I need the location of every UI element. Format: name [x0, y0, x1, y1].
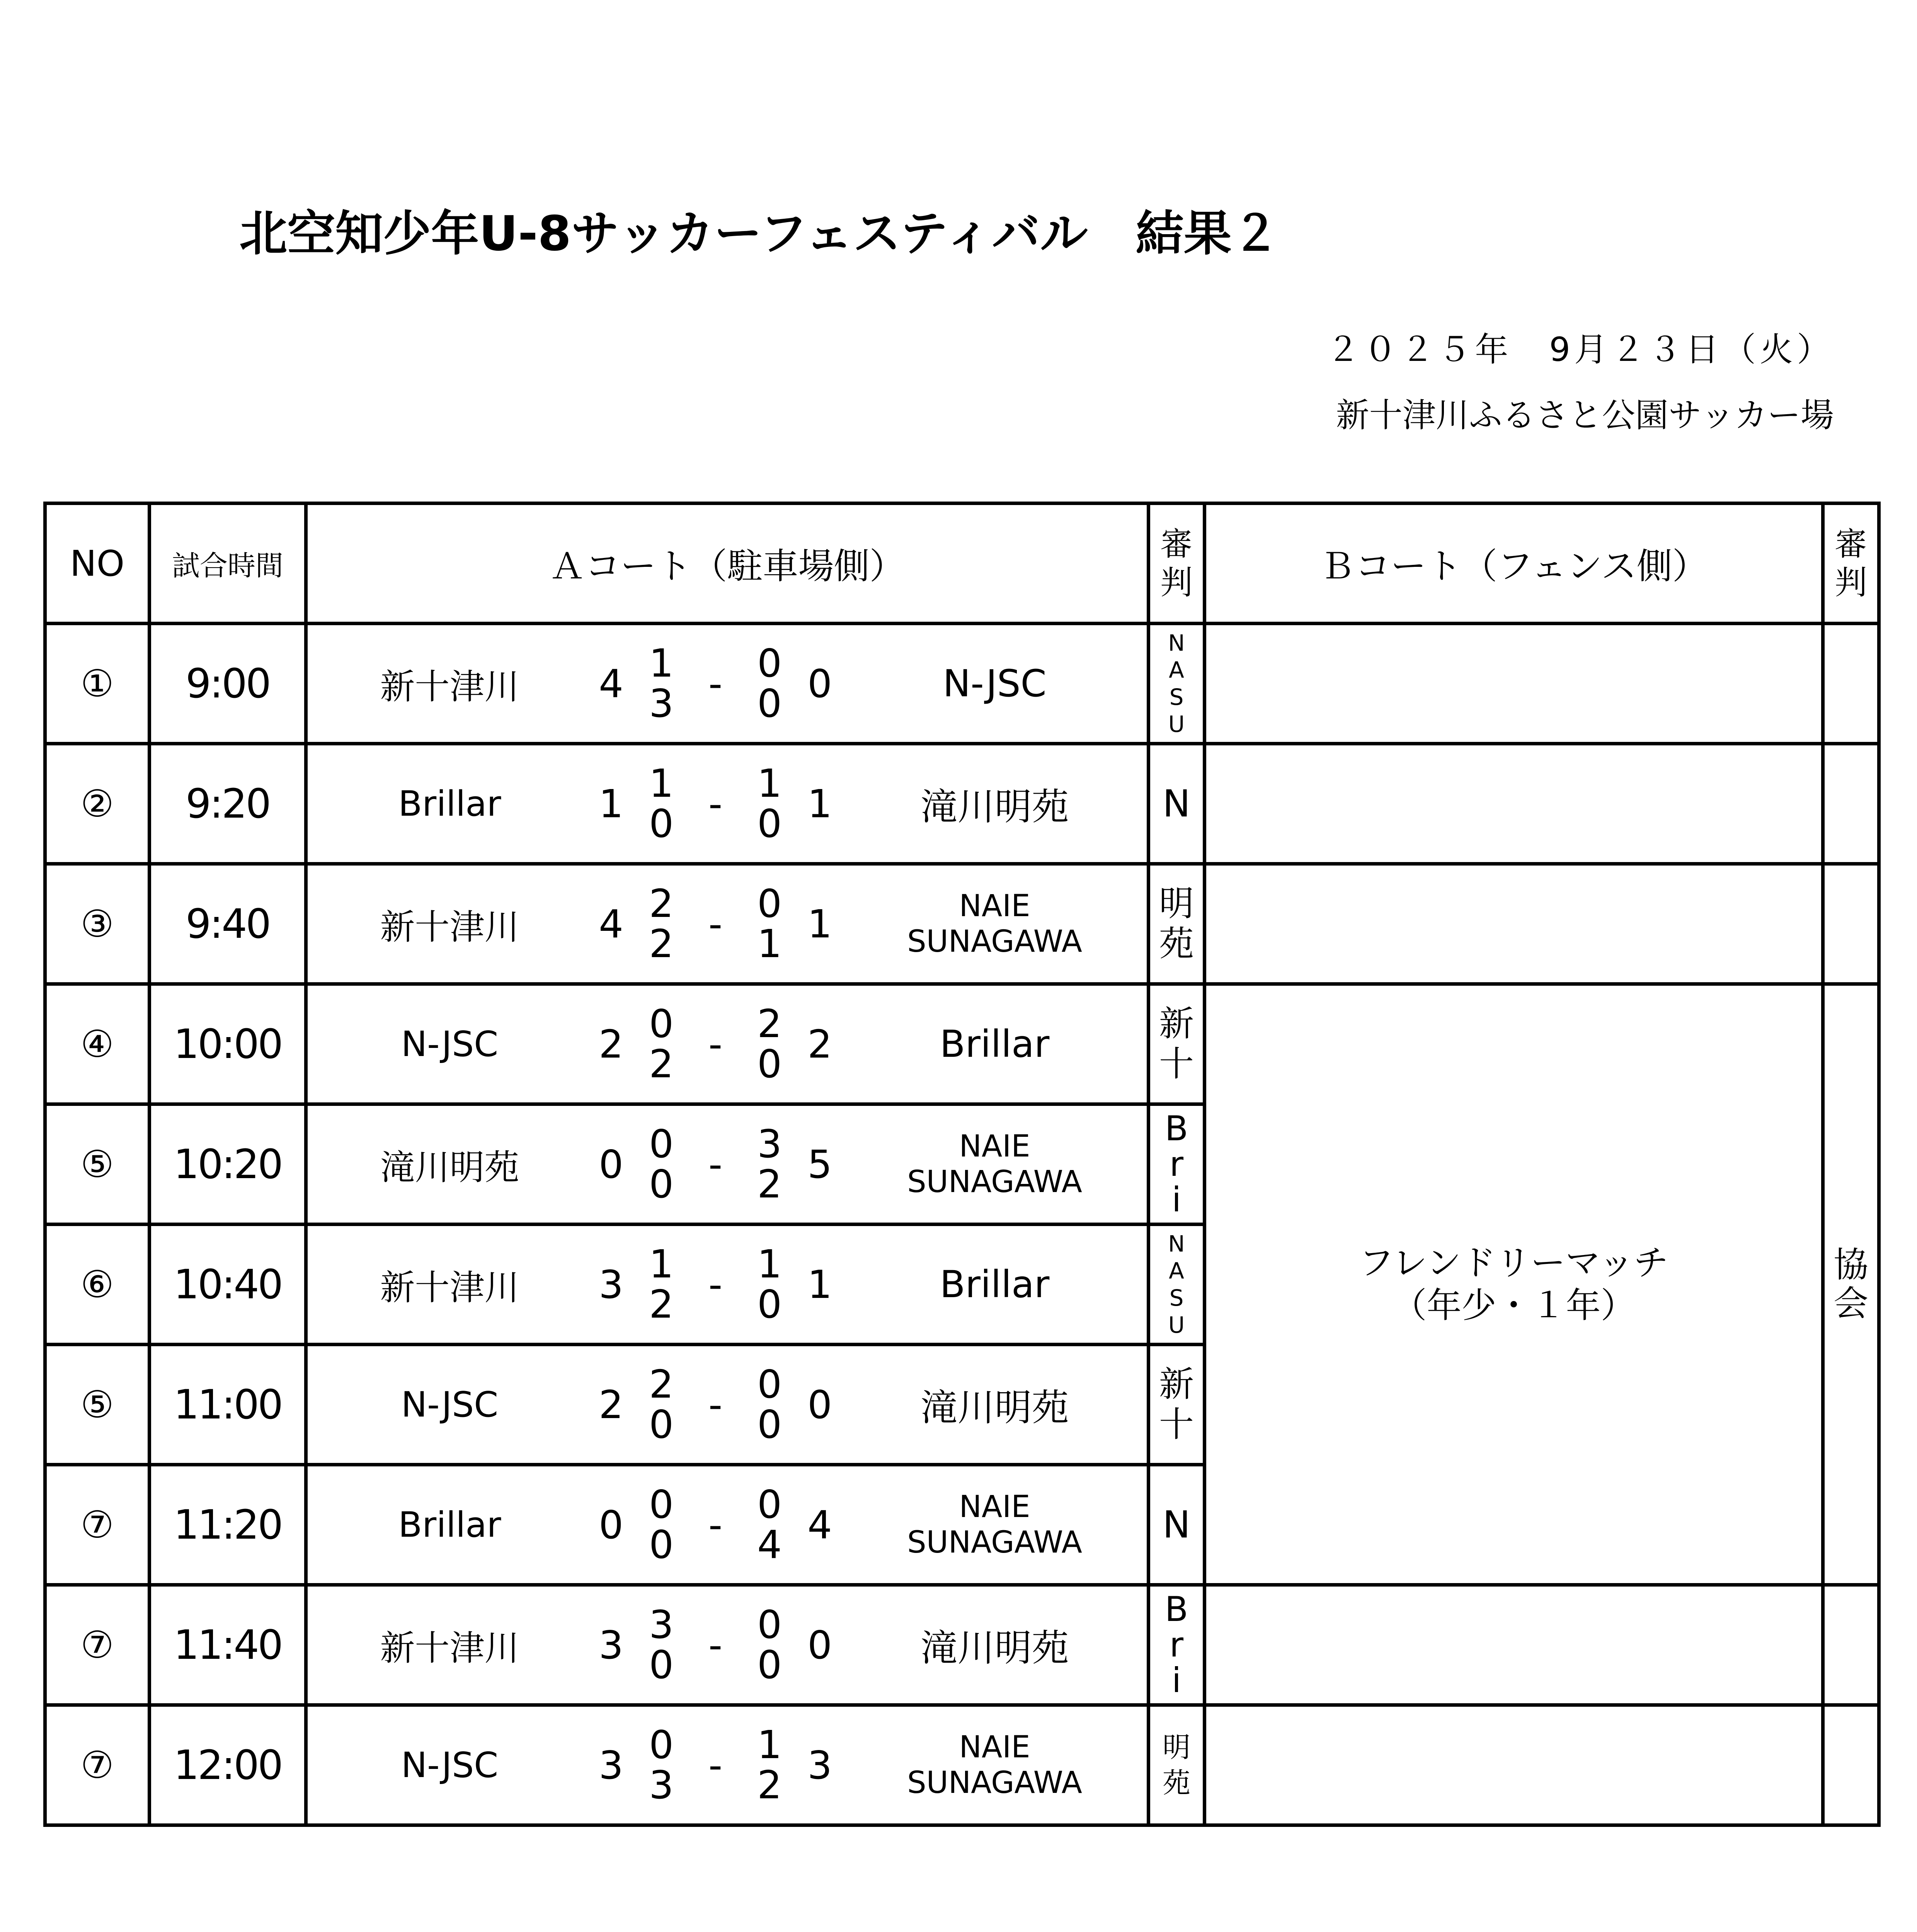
match-time: 11:00	[150, 1345, 306, 1465]
match-time: 9:40	[150, 864, 306, 984]
match-time: 10:00	[150, 984, 306, 1104]
first-half-score: 1	[757, 761, 782, 806]
team-b-line: 滝川明苑	[920, 1626, 1069, 1670]
court-a-match: 新十津川 4 1 3 - 0 0 0 N-JSC	[306, 624, 1149, 744]
referee-a	[1149, 744, 1205, 864]
referee-char: 新	[1159, 1003, 1194, 1044]
referee-char: B	[1165, 1589, 1188, 1629]
header-no: NO	[45, 503, 150, 624]
referee-char: 十	[1159, 1404, 1194, 1445]
court-a-match: 新十津川 3 3 0 - 0 0 0 滝川明苑	[306, 1585, 1149, 1705]
match-time: 10:40	[150, 1225, 306, 1345]
court-b-friendly-referee	[1823, 984, 1879, 1585]
referee-char: 明	[1159, 883, 1194, 924]
match-no: ③	[45, 864, 150, 984]
court-b-empty	[1205, 624, 1823, 744]
second-half-score: 0	[757, 1282, 782, 1327]
second-half-score: 4	[757, 1522, 782, 1567]
first-half-score: 0	[649, 1121, 674, 1167]
referee-char: 協	[1834, 1245, 1868, 1285]
court-b-empty	[1205, 744, 1823, 864]
second-half-score: 3	[649, 1762, 674, 1808]
table-header-row	[45, 503, 1879, 624]
court-a-match: Brillar 1 1 0 - 1 0 1 滝川明苑	[306, 744, 1149, 864]
match-no: ⑤	[45, 1104, 150, 1225]
event-venue: 新十津川ふるさと公園サッカー場	[1336, 396, 1834, 435]
first-half-score: 0	[757, 641, 782, 686]
referee-char: 新	[1159, 1364, 1194, 1405]
referee-char: r	[1169, 1625, 1184, 1665]
referee-char: N	[1168, 630, 1185, 656]
referee-b-empty	[1823, 1705, 1879, 1825]
first-half-score: 0	[649, 1722, 674, 1767]
match-no: ⑦	[45, 1465, 150, 1585]
court-a-match: 新十津川 3 1 2 - 1 0 1 Brillar	[306, 1225, 1149, 1345]
referee-char: N	[1163, 782, 1190, 825]
team-b-line: SUNAGAWA	[907, 1525, 1082, 1560]
second-half-score: 2	[649, 1282, 674, 1327]
match-no: ⑥	[45, 1225, 150, 1345]
team-b-line: SUNAGAWA	[907, 1165, 1082, 1199]
referee-char: 苑	[1162, 1767, 1190, 1799]
first-half-score: 0	[757, 1482, 782, 1527]
team-b-line: NAIE	[959, 1129, 1030, 1164]
header-referee-b	[1823, 503, 1879, 624]
match-time: 12:00	[150, 1705, 306, 1825]
match-time: 10:20	[150, 1104, 306, 1225]
referee-a	[1149, 1585, 1205, 1705]
referee-a	[1149, 1465, 1205, 1585]
court-a-match: N-JSC 3 0 3 - 1 2 3 NAIE SUNAGAWA	[306, 1705, 1149, 1825]
referee-char: S	[1169, 684, 1184, 710]
first-half-score: 2	[757, 1001, 782, 1046]
first-half-score: 0	[649, 1482, 674, 1527]
friendly-match-title: フレンドリーマッチ	[1359, 1243, 1668, 1283]
first-half-score: 1	[757, 1242, 782, 1287]
referee-char: N	[1163, 1503, 1190, 1546]
results-table	[43, 502, 1881, 1827]
referee-char: 会	[1834, 1283, 1868, 1324]
second-half-score: 0	[757, 1642, 782, 1687]
referee-a	[1149, 1225, 1205, 1345]
first-half-score: 3	[757, 1121, 782, 1167]
court-a-match: N-JSC 2 2 0 - 0 0 0 滝川明苑	[306, 1345, 1149, 1465]
table-row	[45, 624, 1879, 744]
referee-char: 明	[1162, 1731, 1190, 1764]
table-row	[45, 984, 1879, 1104]
match-time: 11:40	[150, 1585, 306, 1705]
header-court-b: Ｂコート（フェンス側）	[1205, 503, 1823, 624]
second-half-score: 2	[757, 1762, 782, 1808]
court-a-match: 新十津川 4 2 2 - 0 1 1 NAIE SUNAGAWA	[306, 864, 1149, 984]
referee-char: N	[1168, 1231, 1185, 1257]
event-date: ２０２５年 9月２３日（火）	[1326, 330, 1834, 369]
first-half-score: 0	[649, 1001, 674, 1046]
referee-b-empty	[1823, 1585, 1879, 1705]
second-half-score: 0	[649, 801, 674, 846]
table-row	[45, 864, 1879, 984]
court-a-match: N-JSC 2 0 2 - 2 0 2 Brillar	[306, 984, 1149, 1104]
team-b-line: N-JSC	[943, 662, 1047, 705]
first-half-score: 3	[649, 1602, 674, 1647]
match-no: ①	[45, 624, 150, 744]
second-half-score: 2	[757, 1162, 782, 1207]
first-half-score: 1	[649, 761, 674, 806]
referee-char: U	[1168, 1312, 1185, 1338]
referee-char: A	[1169, 1258, 1184, 1284]
team-b-line: Brillar	[940, 1022, 1050, 1066]
first-half-score: 2	[649, 881, 674, 926]
referee-char: i	[1171, 1660, 1182, 1700]
referee-b-empty	[1823, 624, 1879, 744]
referee-char: 十	[1159, 1044, 1194, 1084]
referee-a	[1149, 1104, 1205, 1225]
second-half-score: 0	[649, 1162, 674, 1207]
second-half-score: 1	[757, 921, 782, 966]
referee-a	[1149, 864, 1205, 984]
match-no: ⑦	[45, 1585, 150, 1705]
team-b-line: NAIE	[959, 889, 1030, 923]
header-referee-b-char: 審	[1834, 525, 1867, 563]
team-b-line: SUNAGAWA	[907, 1765, 1082, 1800]
first-half-score: 1	[649, 1242, 674, 1287]
table-row	[45, 1705, 1879, 1825]
second-half-score: 2	[649, 921, 674, 966]
table-row	[45, 1585, 1879, 1705]
referee-a	[1149, 624, 1205, 744]
header-referee-a-char: 判	[1160, 564, 1193, 602]
referee-a	[1149, 984, 1205, 1104]
header-match-time: 試合時間	[150, 503, 306, 624]
team-b-line: NAIE	[959, 1490, 1030, 1524]
friendly-match-subtitle: （年少・１年）	[1392, 1285, 1636, 1326]
match-time: 9:20	[150, 744, 306, 864]
team-b-line: SUNAGAWA	[907, 924, 1082, 959]
header-referee-a-char: 審	[1160, 525, 1193, 563]
header-referee-b-char: 判	[1834, 564, 1867, 602]
second-half-score: 0	[757, 1041, 782, 1087]
referee-char: U	[1168, 711, 1185, 737]
second-half-score: 0	[649, 1642, 674, 1687]
team-b-line: Brillar	[940, 1263, 1050, 1306]
first-half-score: 1	[757, 1722, 782, 1767]
second-half-score: 2	[649, 1041, 674, 1087]
team-b-line: 滝川明苑	[920, 1386, 1069, 1429]
referee-char: r	[1169, 1144, 1184, 1184]
first-half-score: 0	[757, 1362, 782, 1407]
match-time: 11:20	[150, 1465, 306, 1585]
referee-a	[1149, 1705, 1205, 1825]
first-half-score: 0	[757, 1602, 782, 1647]
first-half-score: 0	[757, 881, 782, 926]
team-b-line: NAIE	[959, 1730, 1030, 1765]
second-half-score: 0	[757, 801, 782, 846]
match-no: ④	[45, 984, 150, 1104]
table-row	[45, 744, 1879, 864]
second-half-score: 0	[757, 1402, 782, 1447]
referee-char: B	[1165, 1109, 1188, 1148]
first-half-score: 1	[649, 641, 674, 686]
court-b-empty	[1205, 864, 1823, 984]
referee-char: i	[1171, 1180, 1182, 1219]
page-title: 北空知少年U-8サッカーフェスティバル 結果２	[239, 206, 1280, 262]
header-court-a: Ａコート（駐車場側）	[306, 503, 1149, 624]
second-half-score: 0	[649, 1402, 674, 1447]
court-b-empty	[1205, 1585, 1823, 1705]
first-half-score: 2	[649, 1362, 674, 1407]
referee-a	[1149, 1345, 1205, 1465]
second-half-score: 0	[649, 1522, 674, 1567]
header-referee-a	[1149, 503, 1205, 624]
match-no: ⑤	[45, 1345, 150, 1465]
court-b-empty	[1205, 1705, 1823, 1825]
team-b-line: 滝川明苑	[920, 785, 1069, 828]
match-no: ⑦	[45, 1705, 150, 1825]
match-time: 9:00	[150, 624, 306, 744]
match-no: ②	[45, 744, 150, 864]
second-half-score: 0	[757, 681, 782, 726]
referee-char: A	[1169, 657, 1184, 683]
court-a-match: 滝川明苑 0 0 0 - 3 2 5 NAIE SUNAGAWA	[306, 1104, 1149, 1225]
court-a-match: Brillar 0 0 0 - 0 4 4 NAIE SUNAGAWA	[306, 1465, 1149, 1585]
referee-b-empty	[1823, 744, 1879, 864]
referee-char: S	[1169, 1285, 1184, 1311]
referee-char: 苑	[1159, 923, 1194, 964]
second-half-score: 3	[649, 681, 674, 726]
court-b-friendly-match	[1205, 984, 1823, 1585]
referee-b-empty	[1823, 864, 1879, 984]
